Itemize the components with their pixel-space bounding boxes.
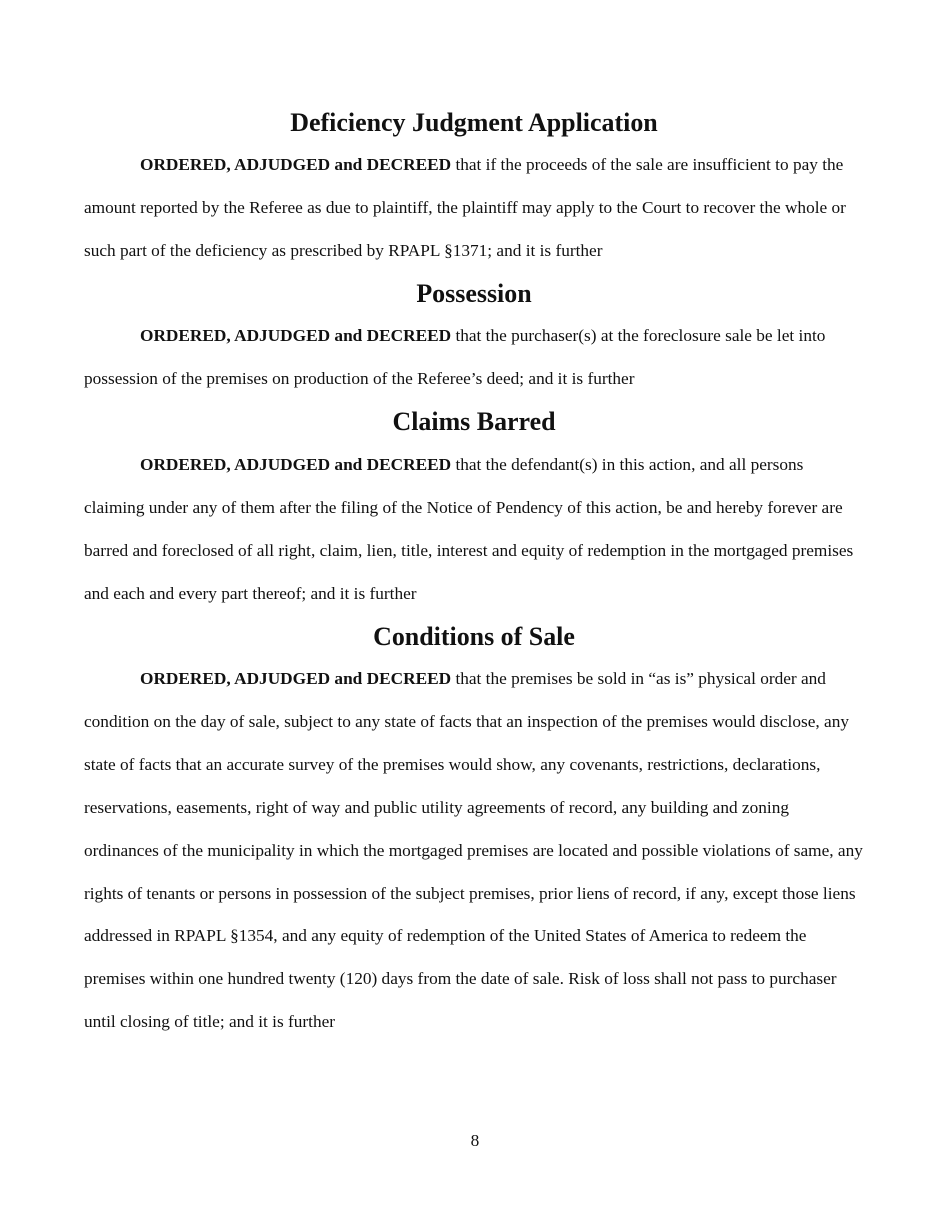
paragraph-conditions-of-sale: [84, 658, 866, 1044]
paragraph-claims-barred: [84, 444, 866, 616]
ordered-lead: ORDERED, ADJUDGED and DECREED: [140, 155, 452, 174]
paragraph-deficiency-judgment: [84, 144, 866, 273]
paragraph-possession: [84, 315, 866, 401]
paragraph-text: that the defendant(s) in this action, and all persons claiming under any of them after the filing of the Notice of Pendency of this action, be and hereby forever are barred and foreclosed of all right, claim, lien, title, interest and equity of redemption in the mortgaged premises and each and every part thereof; and it is further: [84, 455, 854, 603]
paragraph-text: that the premises be sold in “as is” physical order and condition on the day of sale, subject to any state of facts that an inspection of the premises would disclose, any state of facts that an accurate survey of the premises would show, any covenants, restrictions, declarations, reservations, easements, right of way and public utility agreements of record, any building and zoning ordinances of the municipality in which the mortgaged premises are located and possible violations of same, any rights of tenants or persons in possession of the subject premises, prior liens of record, if any, except those liens addressed in RPAPL §1354, and any equity of redemption of the United States of America to redeem the premises within one hundred twenty (120) days from the date of sale. Risk of loss shall not pass to purchaser until closing of title; and it is further: [84, 669, 863, 1032]
ordered-lead: ORDERED, ADJUDGED and DECREED: [140, 669, 452, 688]
heading-deficiency-judgment: Deficiency Judgment Application: [290, 108, 658, 137]
paragraph-text: that if the proceeds of the sale are insufficient to pay the amount reported by the Referee as due to plaintiff, the plaintiff may apply to the Court to recover the whole or such part of the deficiency as prescribed by RPAPL §1371; and it is further: [84, 155, 846, 260]
page-number: 8: [470, 1131, 480, 1150]
ordered-lead: ORDERED, ADJUDGED and DECREED: [140, 455, 452, 474]
heading-possession: Possession: [416, 279, 532, 308]
heading-conditions-of-sale: Conditions of Sale: [373, 622, 575, 651]
ordered-lead: ORDERED, ADJUDGED and DECREED: [140, 326, 452, 345]
paragraph-text: that the purchaser(s) at the foreclosure sale be let into possession of the premises on production of the Referee’s deed; and it is further: [84, 326, 826, 388]
heading-claims-barred: Claims Barred: [392, 407, 556, 436]
